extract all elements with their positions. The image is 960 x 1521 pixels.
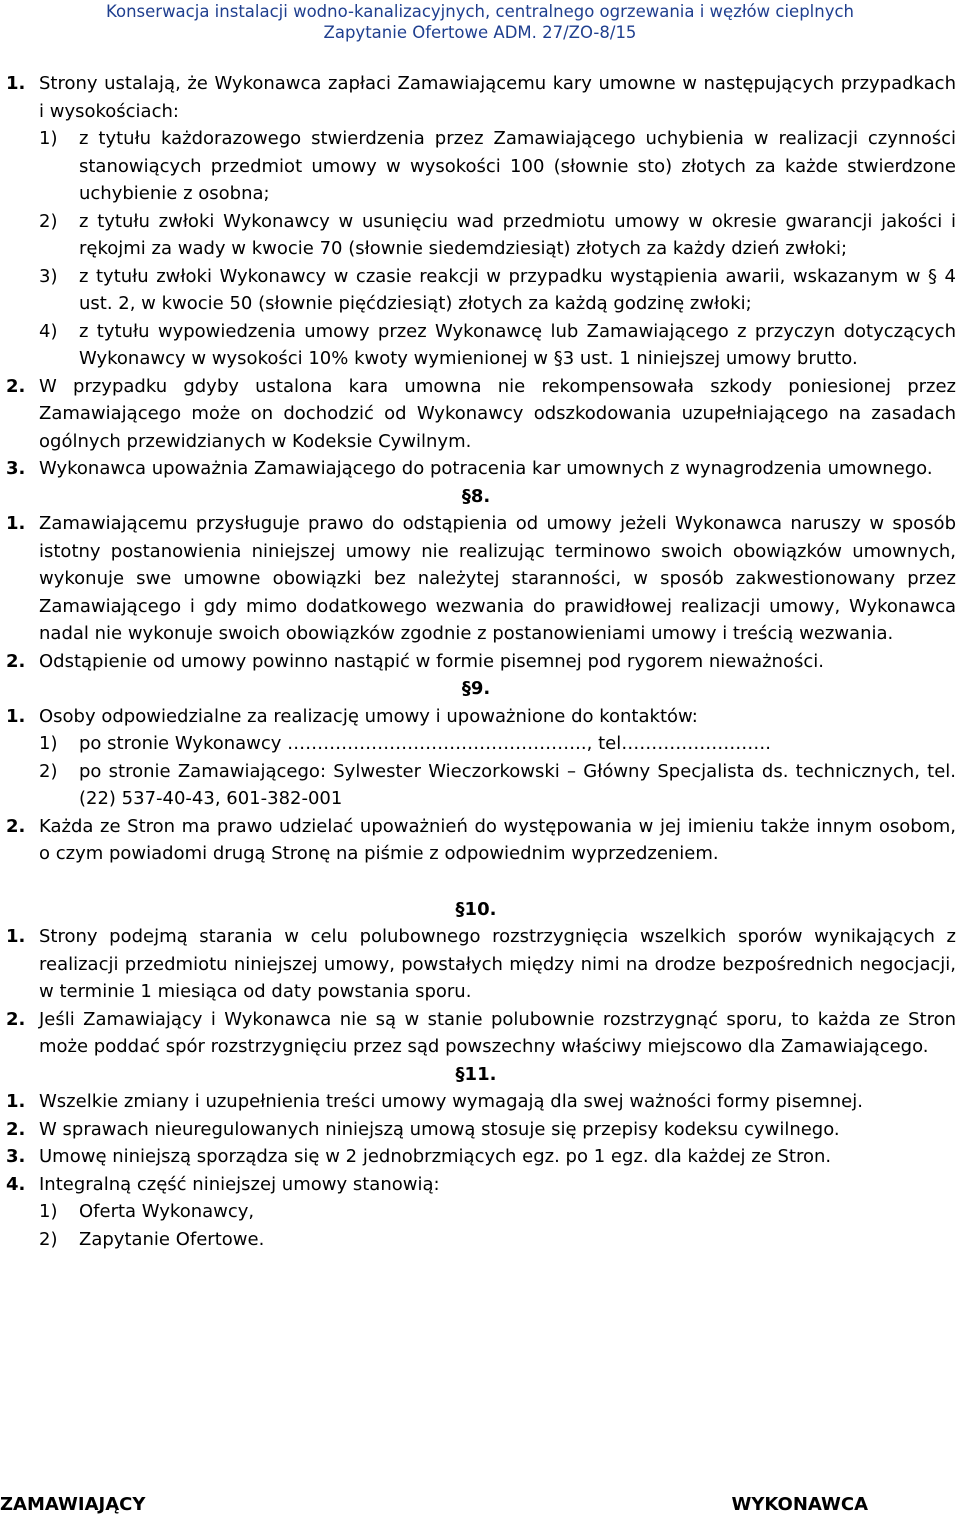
paragraph-number: 2. xyxy=(6,1008,26,1030)
paragraph-number: 2. xyxy=(6,650,26,672)
signature-wykonawca: WYKONAWCA xyxy=(731,1494,868,1515)
section-heading: §10. xyxy=(455,898,497,920)
paragraph-number: 1. xyxy=(6,1091,26,1112)
spacer xyxy=(6,868,956,896)
paragraph-text: Zamawiającemu przysługuje prawo do odstąpienia od umowy jeżeli Wykonawca naruszy w sposób istotny postanowienia niniejszej umowy nie realizując terminowo swoich obowiązków umownych, wykonuje swe umowne obowiązki bez należytej staranności, w sposób zakwestionowany przez Zamawiającego i gdy mimo dodatkowego wezwania do prawidłowej realizacji umowy, Wykonawca nadal nie wykonuje swoich obowiązków zgodnie z postanowieniami umowy i treścią wezwania. xyxy=(39,513,956,644)
paragraph-number: 2. xyxy=(6,375,26,397)
page-header xyxy=(0,1,960,43)
list-item xyxy=(6,263,956,318)
paragraph-number: 2. xyxy=(6,815,26,837)
paragraph xyxy=(6,373,956,456)
paragraph-text: Wykonawca upoważnia Zamawiającego do potracenia kar umownych z wynagrodzenia umownego. xyxy=(39,458,933,479)
paragraph-number: 1. xyxy=(6,705,26,727)
header-title: Konserwacja instalacji wodno-kanalizacyjnych, centralnego ogrzewania i węzłów cieplnych xyxy=(105,2,855,21)
paragraph-text: Integralną część niniejszej umowy stanowią: xyxy=(39,1173,440,1195)
paragraph xyxy=(6,648,956,676)
paragraph-text: Strony podejmą starania w celu polubownego rozstrzygnięcia wszelkich sporów wynikających z realizacji przedmiotu niniejszej umowy, powstałych między nimi na drodze bezpośrednich negocjacji, w terminie 1 miesiąca od daty powstania sporu. xyxy=(39,926,956,1002)
list-item-text: Zapytanie Ofertowe. xyxy=(79,1228,265,1250)
paragraph-number: 3. xyxy=(6,1146,26,1167)
list-item-number: 2) xyxy=(39,760,58,782)
list-item-text: Oferta Wykonawcy, xyxy=(79,1201,255,1222)
paragraph-text: Osoby odpowiedzialne za realizację umowy i upoważnione do kontaktów: xyxy=(39,705,698,727)
paragraph-text: Jeśli Zamawiający i Wykonawca nie są w stanie polubownie rozstrzygnąć sporu, to każda ze Stron może poddać spór rozstrzygnięciu przez sąd powszechny właściwy miejscowo dla Zamawiającego. xyxy=(39,1008,956,1057)
paragraph-number: 1. xyxy=(6,926,26,947)
paragraph xyxy=(6,703,956,731)
section-heading: §9. xyxy=(461,678,491,699)
list-item-text: po stronie Zamawiającego: Sylwester Wieczorkowski – Główny Specjalista ds. technicznych, tel. (22) 537-40-43, 601-382-001 xyxy=(79,760,956,809)
list-item-number: 1) xyxy=(39,1201,58,1222)
paragraph-text: W przypadku gdyby ustalona kara umowna nie rekompensowała szkody poniesionej przez Zamawiającego może on dochodzić od Wykonawcy odszkodowania uzupełniającego na zasadach ogólnych przewidzianych w Kodeksie Cywilnym. xyxy=(39,375,956,452)
paragraph-number: 3. xyxy=(6,458,26,479)
paragraph-number: 2. xyxy=(6,1118,26,1140)
list-item-text: po stronie Wykonawcy ………………………………………….., tel……………………. xyxy=(79,733,771,754)
paragraph-number: 1. xyxy=(6,513,26,534)
list-item-text: z tytułu zwłoki Wykonawcy w usunięciu wad przedmiotu umowy w okresie gwarancji jakości i rękojmi za wady w kwocie 70 (słownie siedemdziesiąt) złotych za każdy dzień zwłoki; xyxy=(79,210,956,259)
paragraph xyxy=(6,1116,956,1144)
paragraph xyxy=(6,455,956,483)
list-item xyxy=(6,730,956,758)
paragraph xyxy=(6,1143,956,1171)
paragraph-text: Wszelkie zmiany i uzupełnienia treści umowy wymagają dla swej ważności formy pisemnej. xyxy=(39,1091,863,1112)
list-item-text: z tytułu każdorazowego stwierdzenia przez Zamawiającego uchybienia w realizacji czynności stanowiących przedmiot umowy w wysokości 100 (słownie sto) złotych za każde stwierdzone uchybienie z osobna; xyxy=(79,128,956,204)
paragraph-text: W sprawach nieuregulowanych niniejszą umową stosuje się przepisy kodeksu cywilnego. xyxy=(39,1118,840,1140)
list-item xyxy=(6,1226,956,1254)
list-item xyxy=(6,1198,956,1226)
section-heading: §11. xyxy=(455,1063,497,1085)
paragraph xyxy=(6,1088,956,1116)
paragraph xyxy=(6,1006,956,1061)
header-subtitle: Zapytanie Ofertowe ADM. 27/ZO-8/15 xyxy=(323,23,637,42)
paragraph-text: Każda ze Stron ma prawo udzielać upoważnień do występowania w jej imieniu także innym osobom, o czym powiadomi drugą Stronę na piśmie z odpowiednim wyprzedzeniem. xyxy=(39,815,956,864)
list-item-text: z tytułu zwłoki Wykonawcy w czasie reakcji w przypadku wystąpienia awarii, wskazanym w § 4 ust. 2, w kwocie 50 (słownie pięćdziesiąt) złotych za każdą godzinę zwłoki; xyxy=(79,265,956,314)
list-item-number: 4) xyxy=(39,320,58,342)
list-item xyxy=(6,318,956,373)
paragraph-text: Umowę niniejszą sporządza się w 2 jednobrzmiących egz. po 1 egz. dla każdej ze Stron. xyxy=(39,1146,832,1167)
list-item-number: 2) xyxy=(39,1228,58,1250)
list-item xyxy=(6,208,956,263)
document-body xyxy=(6,70,956,1253)
list-item xyxy=(6,125,956,208)
list-item xyxy=(6,758,956,813)
paragraph xyxy=(6,510,956,648)
paragraph-number: 4. xyxy=(6,1173,26,1195)
list-item-number: 1) xyxy=(39,733,58,754)
paragraph xyxy=(6,70,956,125)
paragraph xyxy=(6,813,956,868)
list-item-text: z tytułu wypowiedzenia umowy przez Wykonawcę lub Zamawiającego z przyczyn dotyczących Wykonawcy w wysokości 10% kwoty wymienionej w §3 ust. 1 niniejszej umowy brutto. xyxy=(79,320,956,369)
list-item-number: 2) xyxy=(39,210,58,232)
paragraph-number: 1. xyxy=(6,73,26,94)
signature-zamawiajacy: ZAMAWIAJĄCY xyxy=(0,1494,146,1515)
section-heading: §8. xyxy=(461,485,491,507)
paragraph xyxy=(6,923,956,1006)
paragraph-text: Strony ustalają, że Wykonawca zapłaci Zamawiającemu kary umowne w następujących przypadkach i wysokościach: xyxy=(39,73,956,122)
paragraph xyxy=(6,1171,956,1199)
list-item-number: 1) xyxy=(39,128,58,149)
paragraph-text: Odstąpienie od umowy powinno nastąpić w formie pisemnej pod rygorem nieważności. xyxy=(39,650,824,672)
list-item-number: 3) xyxy=(39,265,58,287)
